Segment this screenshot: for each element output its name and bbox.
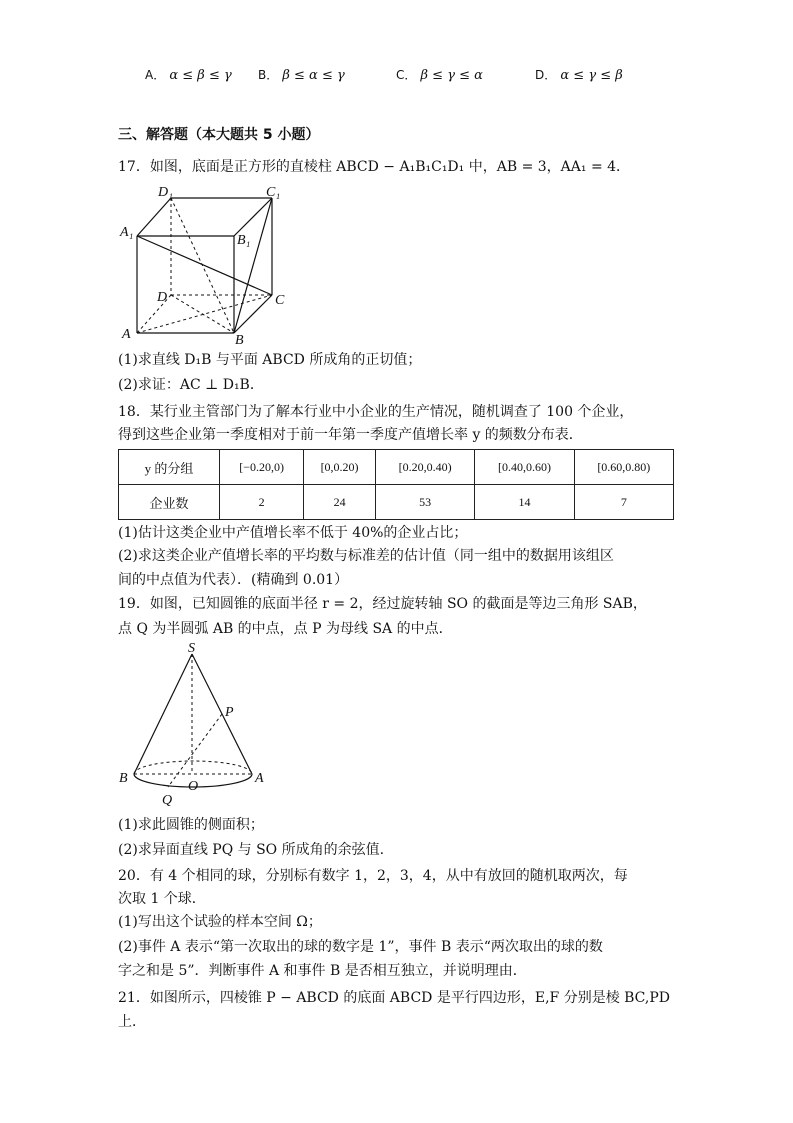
- diag-a1c: [137, 236, 272, 295]
- q20-part2-line2: 字之和是 5”．判断事件 A 和事件 B 是否相互独立，并说明理由．: [118, 963, 527, 979]
- table-cell: 2: [220, 485, 304, 520]
- table-cell: 14: [475, 485, 574, 520]
- label-a: A: [255, 771, 264, 786]
- q18-part2-line1: (2)求这类企业产值增长率的平均数与标准差的估计值（同一组中的数据用该组区: [118, 548, 614, 564]
- q18-stem-line2: 得到这些企业第一季度相对于前一年第一季度产值增长率 y 的频数分布表．: [118, 427, 583, 443]
- q20-part2-line1: (2)事件 A 表示“第一次取出的球的数字是 1”，事件 B 表示“两次取出的球的数: [118, 939, 603, 955]
- prism-figure: [116, 180, 296, 345]
- table-header-row: [119, 450, 674, 485]
- segment-pq: [168, 714, 222, 787]
- edge-a1d1: [137, 198, 171, 236]
- label-q: Q: [162, 793, 173, 808]
- table-cell: 7: [574, 485, 673, 520]
- label-a: A: [122, 327, 131, 342]
- q18-part2-line2: 间的中点值为代表）．(精确到 0.01）: [118, 572, 349, 588]
- table-header-cell: [−0.20,0): [220, 450, 304, 485]
- q17-part1: (1)求直线 D₁B 与平面 ABCD 所成角的正切值；: [118, 352, 422, 368]
- choice-c[interactable]: C． β ≤ γ ≤ α: [396, 68, 483, 83]
- label-b: B: [235, 333, 244, 345]
- label-c: C: [275, 293, 285, 308]
- label-o: O: [188, 779, 199, 794]
- q19-part1: (1)求此圆锥的侧面积；: [118, 817, 264, 833]
- label-s: S: [188, 641, 195, 656]
- table-cell: 企业数: [119, 485, 220, 520]
- diag-db-hidden: [171, 295, 234, 333]
- section-title: 三、解答题（本大题共 5 小题）: [118, 127, 320, 143]
- choice-a[interactable]: A． α ≤ β ≤ γ: [145, 68, 232, 83]
- table-header-cell: y 的分组: [119, 450, 220, 485]
- q20-part1: (1)写出这个试验的样本空间 Ω；: [118, 914, 322, 930]
- generatrix-sb: [134, 654, 192, 774]
- label-p: P: [225, 705, 234, 720]
- table-header-cell: [0.20,0.40): [375, 450, 474, 485]
- q19-stem-line1: 19．如图，已知圆锥的底面半径 r = 2，经过旋转轴 SO 的截面是等边三角形 SAB，: [118, 596, 647, 612]
- frequency-table: [118, 449, 674, 520]
- choice-b[interactable]: B． β ≤ α ≤ γ: [258, 68, 345, 83]
- diag-d1b-hidden: [171, 198, 234, 333]
- q19-part2: (2)求异面直线 PQ 与 SO 所成角的余弦值.: [118, 842, 385, 858]
- label-d: D: [157, 290, 168, 305]
- q17-part2: (2)求证：AC ⊥ D₁B．: [118, 377, 264, 393]
- label-d1: D₁: [158, 185, 173, 200]
- base-back-arc: [134, 761, 252, 774]
- q21-stem-line1: 21．如图所示，四棱锥 P − ABCD 的底面 ABCD 是平行四边形，E,F 分别是棱 BC,PD: [118, 990, 670, 1006]
- q18-part1: (1)估计这类企业中产值增长率不低于 40%的企业占比；: [118, 525, 468, 541]
- table-cell: 24: [304, 485, 376, 520]
- label-a1: A₁: [120, 225, 134, 240]
- q19-stem-line2: 点 Q 为半圆弧 AB 的中点，点 P 为母线 SA 的中点．: [118, 621, 453, 637]
- cone-figure: [116, 640, 276, 810]
- q21-stem-line2: 上．: [118, 1014, 146, 1030]
- label-c1: C₁: [266, 185, 281, 200]
- table-header-cell: [0.40,0.60): [475, 450, 574, 485]
- table-cell: 53: [375, 485, 474, 520]
- q20-stem-line2: 次取 1 个球．: [118, 891, 206, 907]
- label-b: B: [119, 771, 128, 786]
- table-header-cell: [0,0.20): [304, 450, 376, 485]
- q17-stem: 17．如图，底面是正方形的直棱柱 ABCD − A₁B₁C₁D₁ 中，AB = 3，AA₁ = 4．: [118, 159, 631, 175]
- choice-d[interactable]: D． α ≤ γ ≤ β: [535, 68, 623, 83]
- q20-stem-line1: 20．有 4 个相同的球，分别标有数字 1，2，3，4，从中有放回的随机取两次，每: [118, 868, 628, 884]
- table-row: [119, 485, 674, 520]
- q18-stem-line1: 18．某行业主管部门为了解本行业中小企业的生产情况，随机调查了 100 个企业，: [118, 404, 634, 420]
- diag-bc1: [234, 198, 272, 333]
- label-b1: B₁: [237, 233, 251, 248]
- table-header-cell: [0.60,0.80): [574, 450, 673, 485]
